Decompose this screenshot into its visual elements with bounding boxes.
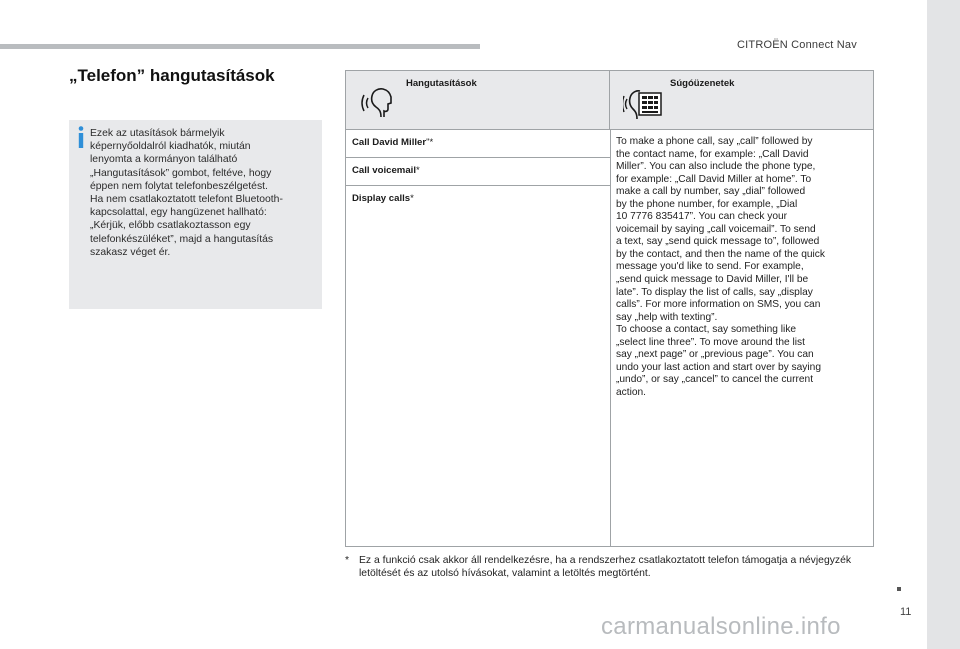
command-display-calls [346,186,610,210]
header-label-voice-commands: Hangutasítások [406,78,477,89]
command-call-voicemail [346,158,610,186]
command-mark: * [416,165,420,176]
page-edge-strip [927,0,960,649]
info-box [69,120,322,309]
header-brand: CITROËN Connect Nav [737,39,857,51]
command-call-contact [346,130,610,158]
page-marker-dot [897,587,901,591]
speaking-head-icon [359,83,395,119]
info-icon [76,126,86,148]
page-number: 11 [900,606,912,618]
command-label: Call David Miller [352,137,427,148]
command-mark: "* [426,137,434,148]
command-label: Display calls [352,193,411,204]
header-label-help-messages: Súgóüzenetek [670,78,735,89]
header-voice-commands [346,71,610,130]
command-mark: * [410,193,414,204]
command-label: Call voicemail [352,165,416,176]
help-message-text: To make a phone call, say „call” followed by the contact name, for example: „Call David Miller”. You can also include the phone type, for example: „Call David Miller at home”. To make a call by number, say „dial” followed by the phone number, for example, „Dial 10 7776 835417”. You can check your voicemail by saying „call voicemail”. To send a text, say „send quick message to”, followed by the contact, and then the name of the quick message you'd like to send. For example, „send quick message to David Miller, I'll be late”. To display the list of calls, say „display calls”. For more information on SMS, you can say „help with texting”. To choose a contact, say something like „select line three”. To move around the list say „next page” or „previous page”. You can undo your last action and start over by saying „undo”, or say „cancel” to cancel the current action. [616,136,825,398]
page-title: „Telefon” hangutasítások [69,66,275,85]
column-divider [610,130,611,546]
info-text: Ezek az utasítások bármelyik képernyőoldalról kiadhatók, miután lenyomta a kormányon található „Hangutasítások” gombot, feltéve, hogy éppen nem folytat telefonbeszélgetést. Ha nem csatlakoztatott telefont Bluetooth- kapcsolattal, egy hangüzenet hallható: „Kérjük, előbb csatlakoztasson egy telefonkészüléket”, majd a hangutasítás szakasz véget ér. [90,128,283,258]
footnote-mark: * [345,555,350,566]
help-screen-icon [623,83,663,121]
header-rule [0,44,480,49]
watermark: carmanualsonline.info [601,613,841,640]
table-header-row [346,71,873,130]
voice-command-table [345,70,874,547]
header-help-messages [610,71,873,130]
footnote-text: Ez a funkció csak akkor áll rendelkezésre, ha a rendszerhez csatlakoztatott telefon támogatja a névjegyzék letöltését és az utolsó hívásokat, valamint a letöltés megtörtént. [359,555,852,579]
